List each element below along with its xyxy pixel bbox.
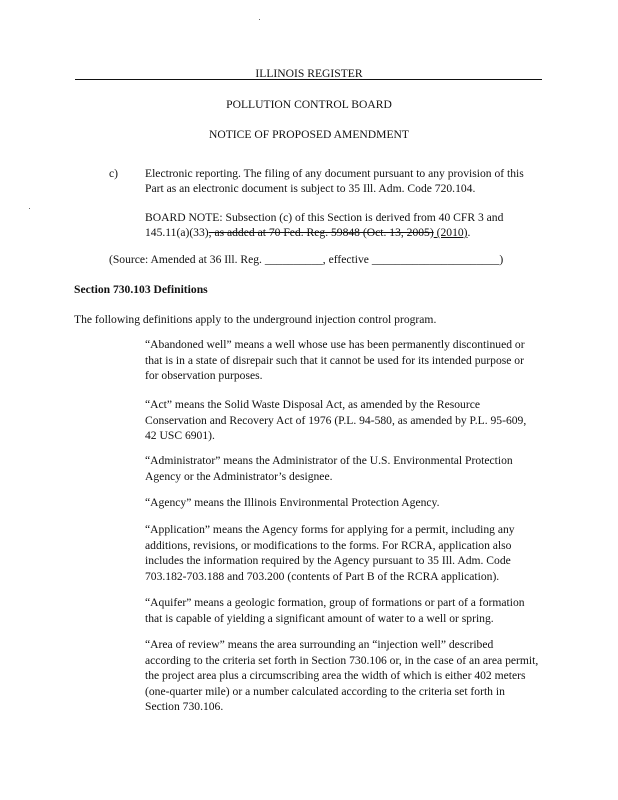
definition-line: “Area of review” means the area surrounding an “injection well” described: [145, 638, 494, 651]
definition-line: 703.182-703.188 and 703.200 (contents of Part B of the RCRA application).: [145, 569, 500, 583]
definition-administrator: [145, 453, 513, 484]
definition-line: that is capable of yielding a significant amount of water to a well or spring.: [145, 611, 494, 625]
definition-line: the project area plus a circumscribing area the width of which is either 402 meters: [145, 669, 526, 682]
definition-line: for observation purposes.: [145, 369, 263, 382]
board-note-citation: 145.11(a)(33): [145, 226, 209, 239]
board-note-period: .: [467, 226, 471, 239]
definition-application: [145, 522, 515, 584]
board-note-line-1: BOARD NOTE: Subsection (c) of this Section is derived from 40 CFR 3 and: [145, 211, 504, 224]
board-note-deleted-text: , as added at 70 Fed. Reg. 59848 (Oct. 13, 2005): [208, 226, 434, 239]
source-effective-blank: ______________________: [371, 253, 500, 266]
register-title: ILLINOIS REGISTER: [255, 67, 363, 80]
definition-line: 42 USC 6901).: [145, 429, 215, 442]
definition-line: “Act” means the Solid Waste Disposal Act, as amended by the Resource: [145, 398, 480, 411]
source-note: [109, 252, 503, 268]
definition-line: Conservation and Recovery Act of 1976 (P.L. 94-580, as amended by P.L. 95-609,: [145, 413, 527, 427]
board-name: POLLUTION CONTROL BOARD: [226, 98, 392, 111]
definition-line: “Agency” means the Illinois Environmental Protection Agency.: [145, 496, 440, 509]
source-close: ): [499, 253, 504, 266]
definition-line: Agency or the Administrator’s designee.: [145, 469, 333, 483]
item-c-label: c): [109, 167, 119, 180]
board-note-line-2: [145, 225, 470, 241]
definition-line: “Application” means the Agency forms for applying for a permit, including any: [145, 523, 515, 536]
notice-title: NOTICE OF PROPOSED AMENDMENT: [208, 128, 409, 141]
source-text: (Source: Amended at 36 Ill. Reg. __________, effective: [109, 253, 372, 266]
definition-line: “Abandoned well” means a well whose use has been permanently discontinued or: [145, 338, 525, 351]
definition-act: [145, 397, 526, 444]
definition-line: that is in a state of disrepair such that it cannot be used for its intended purpose or: [145, 353, 524, 367]
definition-line: “Aquifer” means a geologic formation, group of formations or part of a formation: [145, 596, 525, 609]
definition-abandoned-well: [145, 337, 525, 384]
board-note-inserted-text: (2010): [433, 226, 468, 239]
definition-line: (one-quarter mile) or a number calculated according to the criteria set forth in: [145, 684, 505, 698]
definition-line: additions, revisions, or modifications to the forms. For RCRA, application also: [145, 538, 512, 552]
section-intro: The following definitions apply to the underground injection control program.: [74, 313, 437, 326]
definition-line: “Administrator” means the Administrator of the U.S. Environmental Protection: [145, 454, 513, 467]
definition-aquifer: [145, 595, 525, 626]
item-c-line-2: Part as an electronic document is subject to 35 Ill. Adm. Code 720.104.: [145, 182, 476, 195]
definition-line: includes the information required by the Agency pursuant to 35 Ill. Adm. Code: [145, 554, 511, 567]
definition-agency: [145, 495, 440, 511]
scan-speck: [29, 208, 30, 209]
definition-line: according to the criteria set forth in Section 730.106 or, in the case of an area permit,: [145, 653, 539, 667]
header-rule: [75, 79, 542, 80]
definition-line: Section 730.106.: [145, 700, 224, 713]
definition-area-of-review: [145, 637, 538, 715]
scan-speck: [259, 19, 260, 20]
section-heading: Section 730.103 Definitions: [74, 283, 208, 296]
item-c-line-1: Electronic reporting. The filing of any document pursuant to any provision of this: [145, 167, 524, 180]
